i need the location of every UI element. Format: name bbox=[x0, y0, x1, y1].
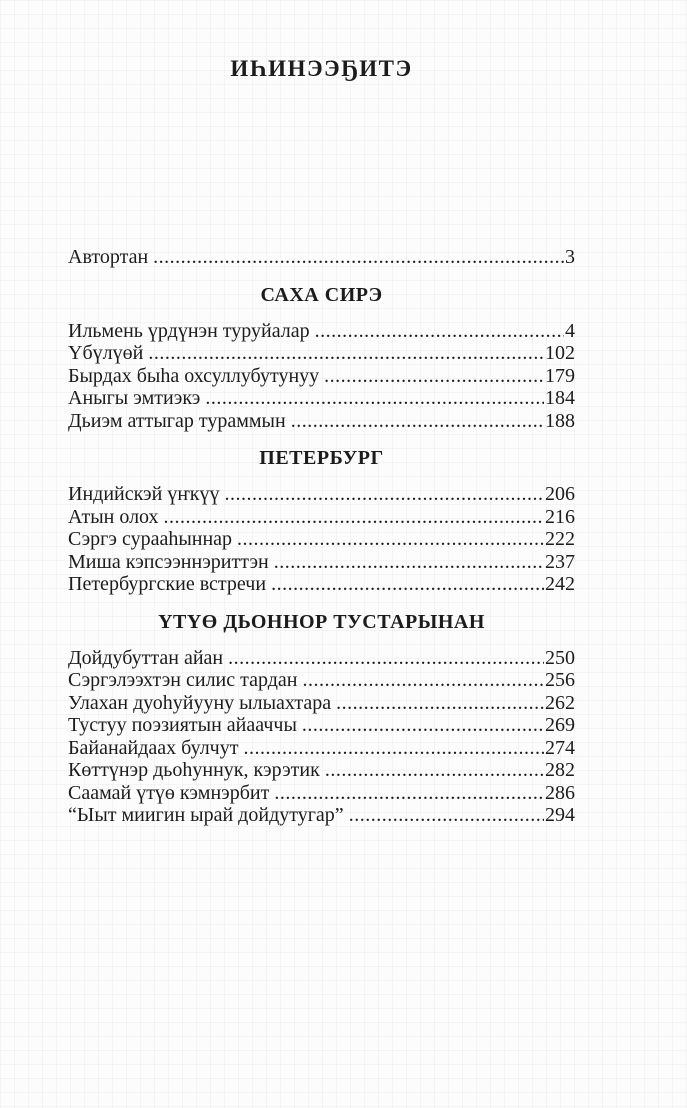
toc-entry-label: Атын олох bbox=[68, 505, 159, 528]
dot-leader bbox=[302, 669, 544, 692]
toc-entry-label: Аныгы эмтиэкэ bbox=[68, 387, 201, 409]
toc-entry-page: 237 bbox=[545, 550, 575, 573]
toc-entry bbox=[68, 692, 575, 715]
toc-entry-page: 179 bbox=[545, 364, 575, 387]
toc-entry bbox=[68, 759, 575, 782]
toc-entry-page: 282 bbox=[545, 759, 575, 781]
toc-entry-page: 274 bbox=[545, 736, 575, 759]
toc-entry bbox=[68, 506, 575, 529]
toc-entry bbox=[68, 410, 575, 433]
toc-entry-page: 242 bbox=[545, 573, 575, 595]
dot-leader bbox=[243, 737, 544, 760]
section-heading: САХА СИРЭ bbox=[260, 283, 383, 306]
toc-entry-page: 216 bbox=[545, 505, 575, 528]
toc-entry-page: 222 bbox=[545, 528, 575, 550]
toc-entry-label: Көттүнэр дьоһуннук, кэрэтик bbox=[68, 759, 320, 781]
toc-content bbox=[68, 56, 575, 827]
toc-entry bbox=[68, 573, 575, 596]
toc-entry-label: Бырдах быһа охсуллубутунуу bbox=[68, 364, 320, 387]
toc-entry bbox=[68, 483, 575, 506]
toc-entry-page: 188 bbox=[545, 409, 575, 432]
toc-entry bbox=[68, 342, 575, 365]
toc-entry bbox=[68, 714, 575, 737]
toc-entry bbox=[68, 528, 575, 551]
toc-entry-page: 4 bbox=[565, 319, 575, 342]
toc-entry-label: Дьиэм аттыгар тураммын bbox=[68, 409, 286, 432]
toc-entry-page: 269 bbox=[545, 714, 575, 736]
dot-leader bbox=[336, 692, 544, 715]
dot-leader bbox=[325, 759, 544, 782]
dot-leader bbox=[225, 483, 544, 506]
toc-entry-page: 206 bbox=[545, 483, 575, 505]
toc-entry-label: Сэргэ сурааһыннар bbox=[68, 528, 233, 550]
dot-leader bbox=[237, 528, 544, 551]
dot-leader bbox=[302, 714, 544, 737]
section-entries bbox=[68, 320, 575, 433]
toc-entry-label: Дойдубуттан айан bbox=[68, 646, 224, 669]
toc-entry-page: 262 bbox=[545, 691, 575, 714]
toc-entry-label: Автортан bbox=[68, 246, 149, 268]
dot-leader bbox=[164, 506, 544, 529]
toc-entry bbox=[68, 737, 575, 760]
toc-entry-label: Миша кэпсээннэриттэн bbox=[68, 550, 269, 573]
toc-entry-label: Петербургские встречи bbox=[68, 573, 267, 595]
toc-entry-label: Ильмень үрдүнэн туруйалар bbox=[68, 319, 310, 342]
section-heading: ҮТҮӨ ДЬОННОР ТУСТАРЫНАН bbox=[158, 610, 485, 633]
dot-leader bbox=[274, 551, 544, 574]
dot-leader bbox=[324, 365, 544, 388]
toc-entry bbox=[68, 320, 575, 343]
toc-entry bbox=[68, 551, 575, 574]
dot-leader bbox=[153, 246, 564, 269]
toc-entry-label: Улахан дуоһуйууну ылыахтара bbox=[68, 691, 332, 714]
toc-entry bbox=[68, 804, 575, 827]
toc-entry bbox=[68, 647, 575, 670]
toc-entry-label: Тустуу поэзиятын айааччы bbox=[68, 714, 297, 736]
section-entries bbox=[68, 647, 575, 827]
toc-entry bbox=[68, 387, 575, 410]
dot-leader bbox=[228, 647, 544, 670]
dot-leader bbox=[148, 342, 544, 365]
toc-entry-page: 3 bbox=[565, 246, 575, 268]
toc-entry-page: 286 bbox=[545, 781, 575, 804]
toc-entry-page: 294 bbox=[545, 804, 575, 826]
toc-entry-page: 256 bbox=[545, 669, 575, 691]
dot-leader bbox=[349, 804, 544, 827]
dot-leader bbox=[274, 782, 544, 805]
toc-entry-label: Индийскэй үҥкүү bbox=[68, 483, 220, 505]
section-heading: ПЕТЕРБУРГ bbox=[259, 447, 384, 469]
toc-entry bbox=[68, 782, 575, 805]
dot-leader bbox=[291, 410, 544, 433]
toc-entry-label: Үбүлүөй bbox=[68, 342, 144, 364]
toc-entry-label: Саамай үтүө кэмнэрбит bbox=[68, 781, 270, 804]
toc-entry-label: “Ыыт миигин ырай дойдутугар” bbox=[68, 804, 344, 826]
dot-leader bbox=[271, 573, 544, 596]
toc-entry bbox=[68, 365, 575, 388]
dot-leader bbox=[315, 320, 564, 343]
toc-entry-page: 184 bbox=[545, 387, 575, 409]
toc-entry bbox=[68, 669, 575, 692]
toc-entry-label: Сэргэлээхтэн силис тардан bbox=[68, 669, 298, 691]
page-title: ИҺИНЭЭҔИТЭ bbox=[230, 56, 413, 81]
toc-entry bbox=[68, 246, 575, 269]
toc-entry-page: 102 bbox=[545, 342, 575, 364]
toc-entry-label: Байанайдаах булчут bbox=[68, 736, 239, 759]
toc-entry-page: 250 bbox=[545, 646, 575, 669]
section-entries bbox=[68, 483, 575, 596]
dot-leader bbox=[205, 387, 544, 410]
